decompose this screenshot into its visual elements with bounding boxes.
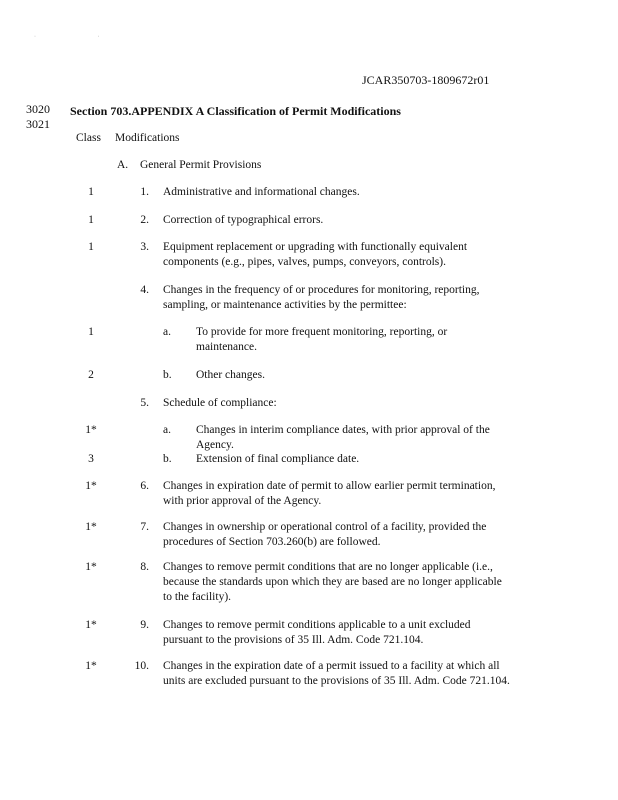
row-class: 1* bbox=[85, 561, 97, 573]
group-letter: A. bbox=[117, 159, 129, 171]
row-text: To provide for more frequent monitoring, reporting, or maintenance. bbox=[196, 326, 448, 353]
row-number: 3. bbox=[140, 241, 149, 253]
group-title: General Permit Provisions bbox=[140, 159, 262, 171]
row-text: Correction of typographical errors. bbox=[163, 214, 324, 226]
row-text: Changes in ownership or operational control of a facility, provided the procedures of Section 703.260(b) are followed. bbox=[163, 521, 487, 548]
row-text: Changes in interim compliance dates, with prior approval of the Agency. bbox=[196, 424, 490, 451]
row-number: a. bbox=[163, 424, 171, 436]
row-class: 1 bbox=[88, 214, 94, 226]
row-text: Other changes. bbox=[196, 369, 265, 381]
document-id: JCAR350703-1809672r01 bbox=[362, 73, 490, 87]
column-header-class: Class bbox=[76, 132, 101, 144]
row-number: a. bbox=[163, 326, 171, 338]
row-text: Schedule of compliance: bbox=[163, 397, 277, 409]
column-header-modifications: Modifications bbox=[115, 132, 180, 144]
row-class: 2 bbox=[88, 369, 94, 381]
row-number: 8. bbox=[140, 561, 149, 573]
line-number: 3020 bbox=[26, 102, 50, 116]
row-number: 9. bbox=[140, 619, 149, 631]
corner-marks: · · bbox=[34, 34, 130, 40]
row-text: Administrative and informational changes. bbox=[163, 186, 360, 198]
row-number: 4. bbox=[140, 284, 149, 296]
row-number: 1. bbox=[140, 186, 149, 198]
row-number: 7. bbox=[140, 521, 149, 533]
row-class: 1* bbox=[85, 424, 97, 436]
row-class: 1* bbox=[85, 660, 97, 672]
row-text: Changes in the expiration date of a permit issued to a facility at which all units are excluded pursuant to the provisions of 35 Ill. Adm. Code 721.104. bbox=[163, 660, 510, 687]
row-text: Changes in expiration date of permit to allow earlier permit termination, with prior approval of the Agency. bbox=[163, 480, 496, 507]
row-class: 3 bbox=[88, 453, 94, 465]
row-class: 1 bbox=[88, 186, 94, 198]
row-text: Changes to remove permit conditions applicable to a unit excluded pursuant to the provisions of 35 Ill. Adm. Code 721.104. bbox=[163, 619, 471, 646]
row-class: 1 bbox=[88, 241, 94, 253]
row-text: Changes in the frequency of or procedures for monitoring, reporting, sampling, or maintenance activities by the permittee: bbox=[163, 284, 480, 311]
row-number: 10. bbox=[134, 660, 149, 672]
row-class: 1* bbox=[85, 480, 97, 492]
row-text: Extension of final compliance date. bbox=[196, 453, 360, 465]
section-title: Section 703.APPENDIX A Classification of Permit Modifications bbox=[70, 104, 401, 118]
row-class: 1 bbox=[88, 326, 94, 338]
row-number: 2. bbox=[140, 214, 149, 226]
row-number: 5. bbox=[140, 397, 149, 409]
row-class: 1* bbox=[85, 521, 97, 533]
row-number: 6. bbox=[140, 480, 149, 492]
row-number: b. bbox=[163, 453, 172, 465]
row-text: Changes to remove permit conditions that are no longer applicable (i.e., because the standards upon which they are based are no longer applicable to the facility). bbox=[163, 561, 502, 603]
row-class: 1* bbox=[85, 619, 97, 631]
row-number: b. bbox=[163, 369, 172, 381]
row-text: Equipment replacement or upgrading with functionally equivalent components (e.g., pipes, valves, pumps, conveyors, controls). bbox=[163, 241, 468, 268]
line-number: 3021 bbox=[26, 117, 50, 131]
